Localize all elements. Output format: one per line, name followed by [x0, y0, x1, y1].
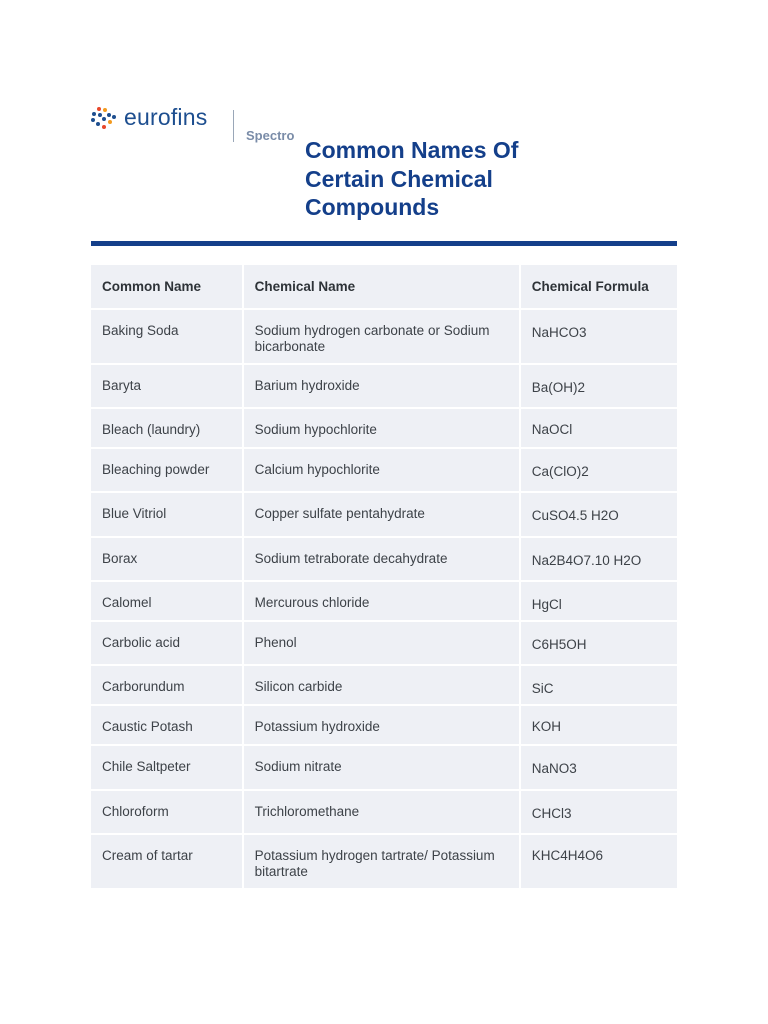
formula-cell: KOH — [520, 705, 677, 745]
formula-cell: Ca(ClO)2 — [520, 448, 677, 492]
column-header: Chemical Name — [243, 265, 520, 309]
table-row — [91, 448, 677, 492]
common-name-cell: Bleach (laundry) — [91, 408, 243, 448]
table-row — [91, 745, 677, 790]
formula-cell: NaNO3 — [520, 745, 677, 790]
table-row — [91, 581, 677, 621]
eurofins-dots-icon — [90, 106, 118, 130]
formula-cell: CHCl3 — [520, 790, 677, 834]
chemical-name-cell: Barium hydroxide — [243, 364, 520, 408]
column-header: Chemical Formula — [520, 265, 677, 309]
formula-cell: HgCl — [520, 581, 677, 621]
common-name-cell: Carbolic acid — [91, 621, 243, 665]
table-row — [91, 790, 677, 834]
table-row — [91, 309, 677, 364]
chemical-name-cell: Sodium tetraborate decahydrate — [243, 537, 520, 581]
common-name-cell: Cream of tartar — [91, 834, 243, 889]
common-name-cell: Blue Vitriol — [91, 492, 243, 537]
formula-cell: Ba(OH)2 — [520, 364, 677, 408]
chemical-name-cell: Sodium hydrogen carbonate or Sodium bicarbonate — [243, 309, 520, 364]
table-row — [91, 537, 677, 581]
common-name-cell: Calomel — [91, 581, 243, 621]
division-label: Spectro — [246, 128, 295, 143]
chemical-name-cell: Potassium hydrogen tartrate/ Potassium bitartrate — [243, 834, 520, 889]
chemical-name-cell: Potassium hydroxide — [243, 705, 520, 745]
common-name-cell: Bleaching powder — [91, 448, 243, 492]
formula-cell: CuSO4.5 H2O — [520, 492, 677, 537]
logo-divider — [233, 110, 234, 142]
chemical-name-cell: Copper sulfate pentahydrate — [243, 492, 520, 537]
formula-cell: NaHCO3 — [520, 309, 677, 364]
formula-cell: C6H5OH — [520, 621, 677, 665]
formula-cell: NaOCl — [520, 408, 677, 448]
chemical-name-cell: Trichloromethane — [243, 790, 520, 834]
logo-text: eurofins — [124, 104, 208, 130]
chemical-name-cell: Mercurous chloride — [243, 581, 520, 621]
table-row — [91, 705, 677, 745]
common-name-cell: Caustic Potash — [91, 705, 243, 745]
common-name-cell: Borax — [91, 537, 243, 581]
page-title: Common Names Of Certain Chemical Compounds — [305, 137, 519, 220]
table-header-row — [91, 265, 677, 309]
table-row — [91, 492, 677, 537]
common-name-cell: Carborundum — [91, 665, 243, 705]
common-name-cell: Baryta — [91, 364, 243, 408]
title-rule — [91, 241, 677, 246]
formula-cell: SiC — [520, 665, 677, 705]
chemical-name-cell: Silicon carbide — [243, 665, 520, 705]
common-name-cell: Baking Soda — [91, 309, 243, 364]
formula-cell: KHC4H4O6 — [520, 834, 677, 889]
table-row — [91, 665, 677, 705]
chemical-name-cell: Sodium hypochlorite — [243, 408, 520, 448]
table-row — [91, 834, 677, 889]
eurofins-logo — [90, 104, 207, 131]
table-row — [91, 364, 677, 408]
table-row — [91, 621, 677, 665]
formula-cell: Na2B4O7.10 H2O — [520, 537, 677, 581]
common-name-cell: Chile Saltpeter — [91, 745, 243, 790]
table-row — [91, 408, 677, 448]
chemical-name-cell: Phenol — [243, 621, 520, 665]
compounds-table — [91, 265, 677, 890]
common-name-cell: Chloroform — [91, 790, 243, 834]
column-header: Common Name — [91, 265, 243, 309]
chemical-name-cell: Calcium hypochlorite — [243, 448, 520, 492]
chemical-name-cell: Sodium nitrate — [243, 745, 520, 790]
